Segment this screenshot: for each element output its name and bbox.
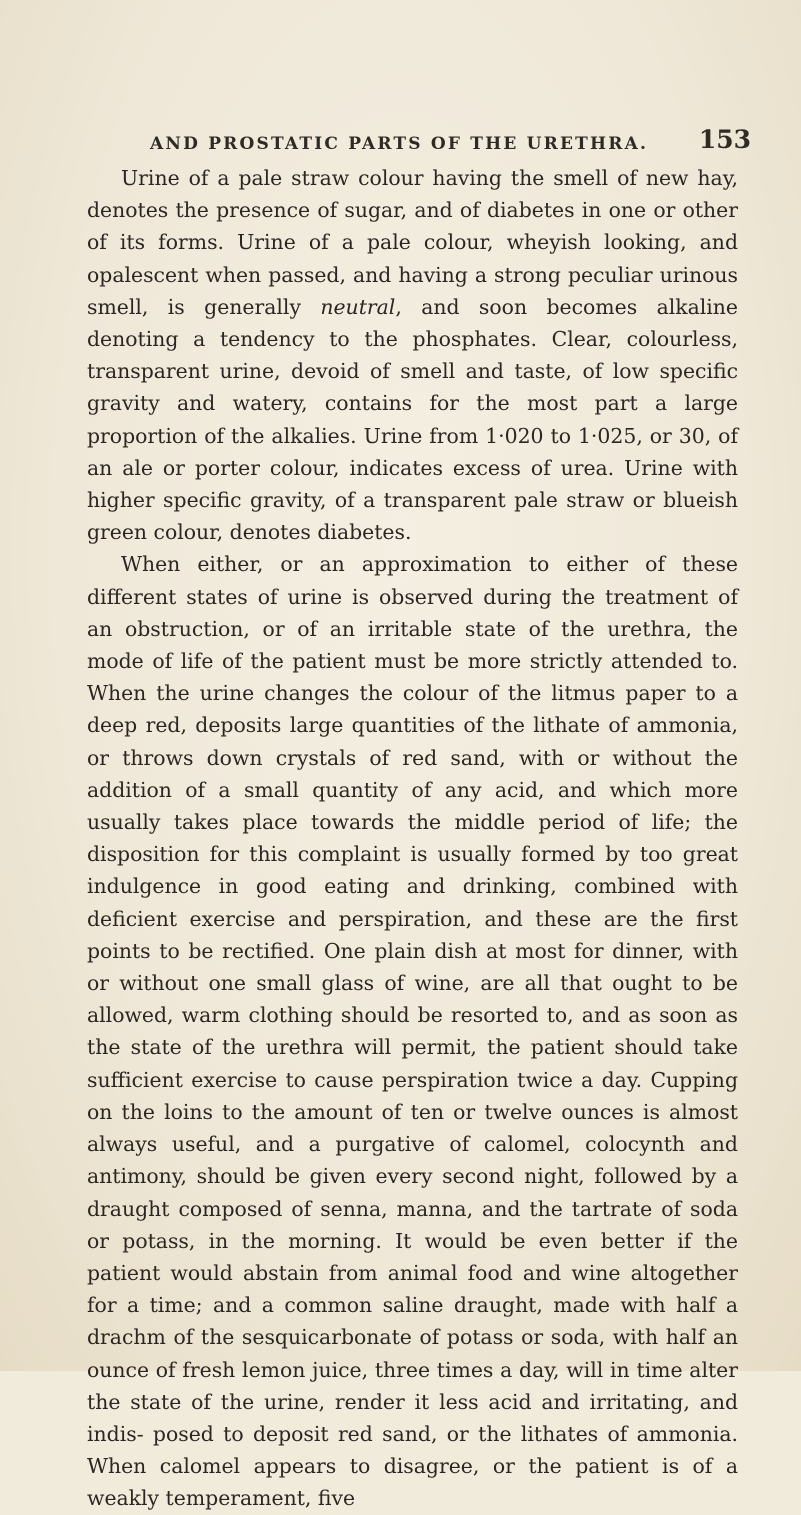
paragraph-1-text-b: , and soon becomes alkaline denoting a tendency to the phosphates. Clear, colourless, transparent urine, devoid of smell and taste, of low specific gravity and watery, contains for the most part a large proportion of the alkalies. Urine from 1·020 to 1·025, or 30, of an ale or porter colour, indicates excess of urea. Urine with higher specific gravity, of a transparent pale straw or blueish green colour, denotes diabetes. [87,294,738,545]
page-header [150,118,751,154]
paragraph-1-text-a: Urine of a pale straw colour having the smell of new hay, denotes the presence of sugar, and of diabetes in one or other of its forms. Urine of a pale colour, wheyish looking, and opalescent when passed, and having a strong peculiar urinous smell, is generally [87,166,738,319]
body-text [87,162,738,1515]
paragraph-treatment: When either, or an approximation to either of these different states of urine is observed during the treatment of an obstruction, or of an irritable state of the urethra, the mode of life of the patient must be more strictly attended to. When the urine changes the colour of the litmus paper to a deep red, deposits large quantities of the lithate of ammonia, or throws down crystals of red sand, with or without the addition of a small quantity of any acid, and which more usually takes place towards the middle period of life; the disposition for this complaint is usually formed by too great indulgence in good eating and drinking, combined with deficient exercise and perspiration, and these are the first points to be rectified. One plain dish at most for dinner, with or without one small glass of wine, are all that ought to be allowed, warm clothing should be resorted to, and as soon as the state of the urethra will permit, the patient should take sufficient exercise to cause perspiration twice a day. Cupping on the loins to the amount of ten or twelve ounces is almost always useful, and a purgative of calomel, colocynth and antimony, should be given every second night, followed by a draught composed of senna, manna, and the tartrate of soda or potass, in the morning. It would be even better if the patient would abstain from animal food and wine altogether for a time; and a common saline draught, made with half a drachm of the sesquicarbonate of potass or soda, with half an ounce of fresh lemon juice, three times a day, will in time alter the state of the urine, render it less acid and irritating, and indis- posed to deposit red sand, or the lithates of ammonia. When calomel appears to disagree, or the patient is of a weakly temperament, five [87,552,738,1511]
paragraph-1-italic-term: neutral [320,294,396,319]
running-head: AND PROSTATIC PARTS OF THE URETHRA. [150,134,649,154]
page-number: 153 [698,125,751,154]
paragraph-urine-colours [87,162,738,548]
